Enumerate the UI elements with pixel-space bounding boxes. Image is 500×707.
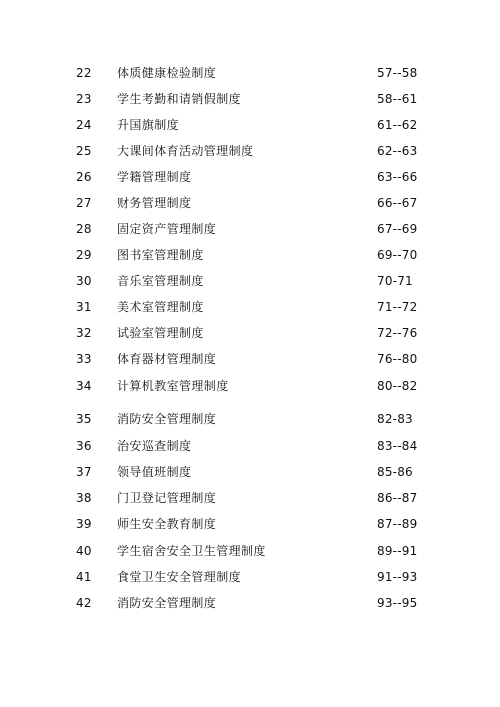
- entry-number: 28: [76, 222, 92, 236]
- entry-number: 40: [76, 544, 92, 558]
- entry-title: 食堂卫生安全管理制度: [117, 570, 242, 584]
- entry-pages: 71--72: [377, 300, 418, 314]
- entry-number: 37: [76, 465, 92, 479]
- entry-pages: 87--89: [377, 517, 418, 531]
- toc-entry: [0, 349, 500, 369]
- entry-pages: 82-83: [377, 412, 413, 426]
- toc-entry: [0, 193, 500, 213]
- entry-title: 学生考勤和请销假制度: [117, 92, 242, 106]
- entry-title: 图书室管理制度: [117, 248, 204, 262]
- toc-entry: [0, 462, 500, 482]
- entry-number: 25: [76, 144, 92, 158]
- entry-pages: 86--87: [377, 491, 418, 505]
- toc-entry: [0, 115, 500, 135]
- entry-title: 体质健康检验制度: [117, 66, 217, 80]
- toc-entry: [0, 245, 500, 265]
- entry-title: 财务管理制度: [117, 196, 192, 210]
- entry-pages: 70-71: [377, 274, 413, 288]
- entry-title: 治安巡查制度: [117, 439, 192, 453]
- entry-title: 大课间体育活动管理制度: [117, 144, 254, 158]
- entry-pages: 62--63: [377, 144, 418, 158]
- entry-title: 学籍管理制度: [117, 170, 192, 184]
- entry-pages: 69--70: [377, 248, 418, 262]
- entry-pages: 67--69: [377, 222, 418, 236]
- entry-pages: 93--95: [377, 596, 418, 610]
- entry-pages: 83--84: [377, 439, 418, 453]
- entry-number: 41: [76, 570, 92, 584]
- toc-entry: [0, 271, 500, 291]
- entry-title: 计算机教室管理制度: [117, 379, 229, 393]
- toc-entry: [0, 219, 500, 239]
- entry-title: 升国旗制度: [117, 118, 180, 132]
- entry-title: 体育器材管理制度: [117, 352, 217, 366]
- entry-number: 36: [76, 439, 92, 453]
- entry-number: 31: [76, 300, 92, 314]
- entry-pages: 80--82: [377, 379, 418, 393]
- entry-title: 消防安全管理制度: [117, 596, 217, 610]
- entry-pages: 63--66: [377, 170, 418, 184]
- entry-title: 消防安全管理制度: [117, 412, 217, 426]
- entry-pages: 66--67: [377, 196, 418, 210]
- toc-entry: [0, 141, 500, 161]
- entry-number: 29: [76, 248, 92, 262]
- toc-entry: [0, 436, 500, 456]
- toc-entry: [0, 167, 500, 187]
- entry-pages: 58--61: [377, 92, 418, 106]
- entry-title: 领导值班制度: [117, 465, 192, 479]
- toc-entry: [0, 89, 500, 109]
- entry-number: 34: [76, 379, 92, 393]
- entry-pages: 72--76: [377, 326, 418, 340]
- entry-number: 38: [76, 491, 92, 505]
- entry-title: 固定资产管理制度: [117, 222, 217, 236]
- entry-number: 26: [76, 170, 92, 184]
- entry-title: 音乐室管理制度: [117, 274, 204, 288]
- entry-number: 32: [76, 326, 92, 340]
- toc-entry: [0, 488, 500, 508]
- toc-entry: [0, 593, 500, 613]
- entry-pages: 57--58: [377, 66, 418, 80]
- toc-entry: [0, 63, 500, 83]
- entry-number: 27: [76, 196, 92, 210]
- entry-pages: 61--62: [377, 118, 418, 132]
- toc-entry: [0, 297, 500, 317]
- entry-title: 学生宿舍安全卫生管理制度: [117, 544, 266, 558]
- toc-entry: [0, 567, 500, 587]
- entry-pages: 91--93: [377, 570, 418, 584]
- entry-number: 35: [76, 412, 92, 426]
- entry-number: 23: [76, 92, 92, 106]
- entry-number: 22: [76, 66, 92, 80]
- entry-title: 门卫登记管理制度: [117, 491, 217, 505]
- toc-entry: [0, 541, 500, 561]
- toc-entry: [0, 409, 500, 429]
- entry-number: 42: [76, 596, 92, 610]
- entry-number: 39: [76, 517, 92, 531]
- toc-entry: [0, 514, 500, 534]
- entry-number: 24: [76, 118, 92, 132]
- entry-title: 美术室管理制度: [117, 300, 204, 314]
- entry-pages: 85-86: [377, 465, 413, 479]
- toc-entry: [0, 323, 500, 343]
- entry-title: 试验室管理制度: [117, 326, 204, 340]
- toc-entry: [0, 376, 500, 396]
- entry-title: 师生安全教育制度: [117, 517, 217, 531]
- entry-pages: 76--80: [377, 352, 418, 366]
- entry-pages: 89--91: [377, 544, 418, 558]
- entry-number: 33: [76, 352, 92, 366]
- entry-number: 30: [76, 274, 92, 288]
